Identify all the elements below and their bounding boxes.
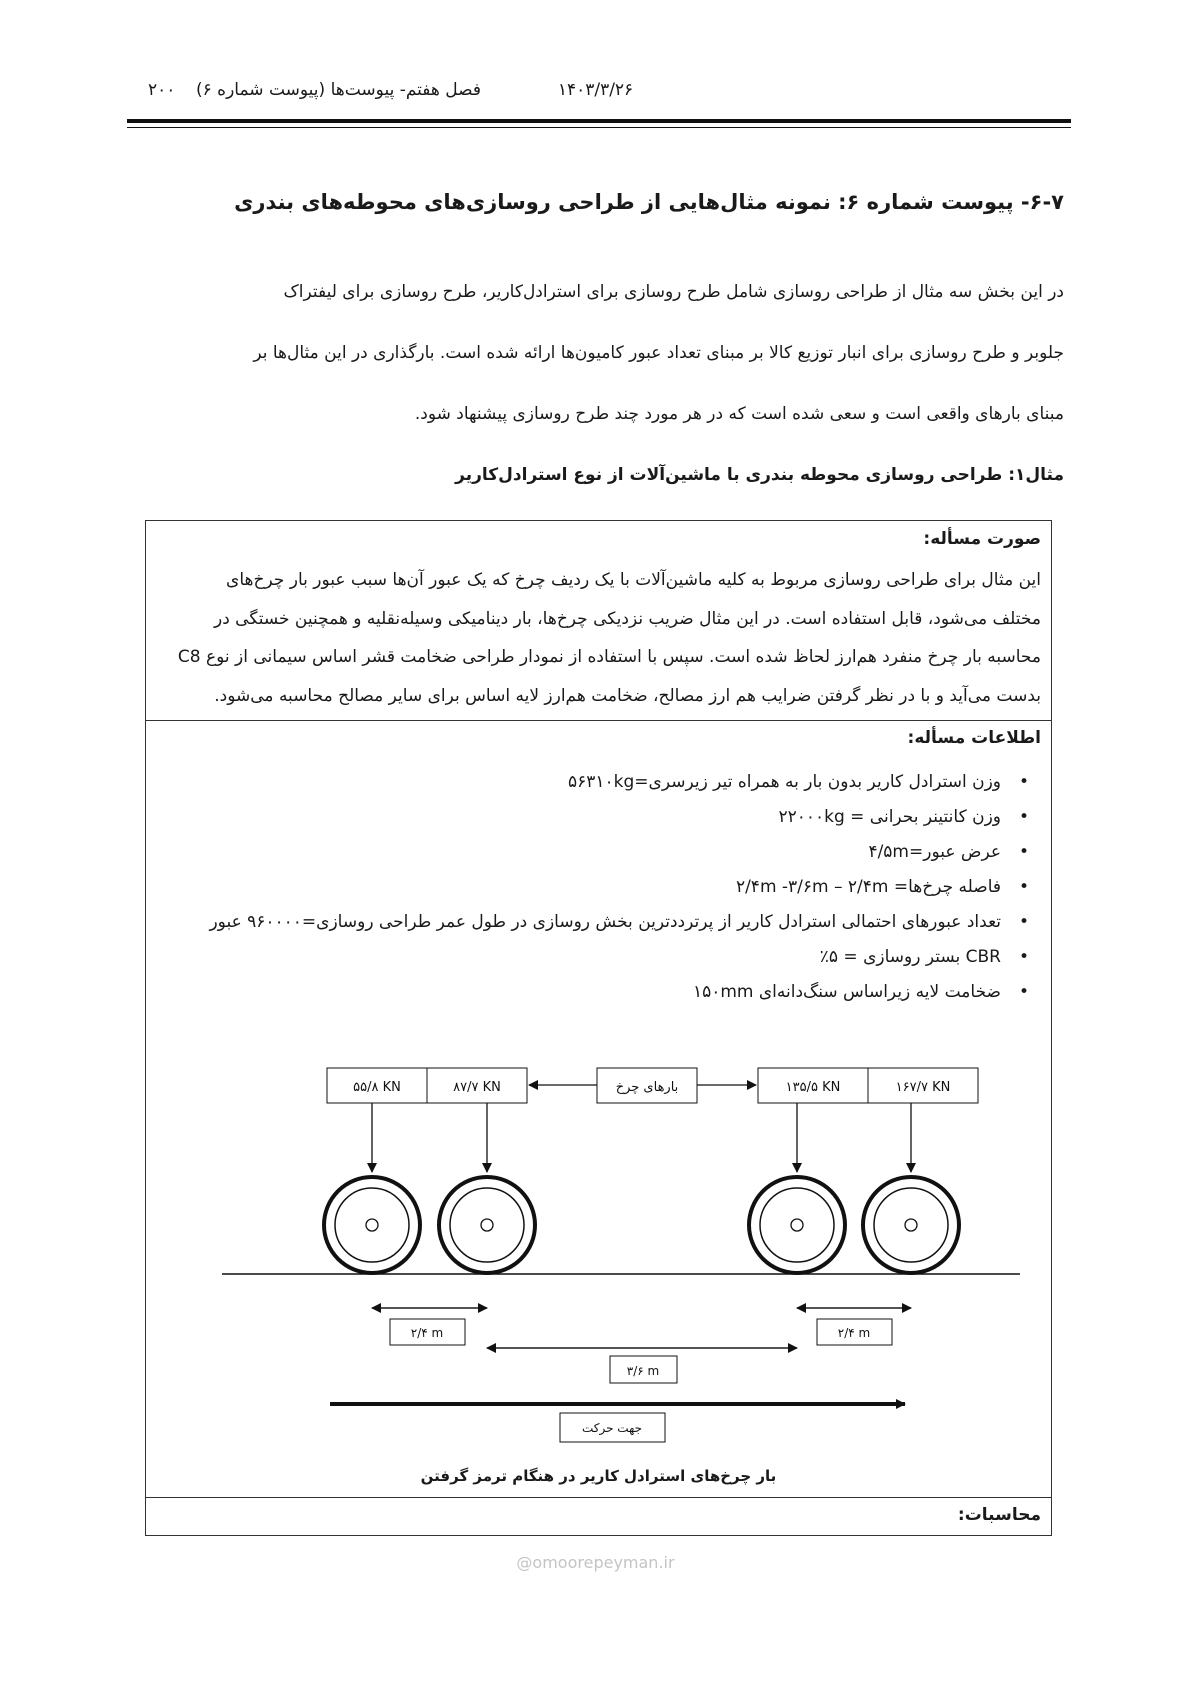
info-item: • وزن کانتینر بحرانی = ۲۲۰۰۰kg: [156, 800, 1041, 835]
page-number: ۲۰۰: [148, 80, 176, 100]
section-title: ۶-۷- پیوست شماره ۶: نمونه مثال‌هایی از طراحی روسازی‌های محوطه‌های بندری: [234, 190, 1064, 214]
info-item: • تعداد عبورهای احتمالی استرادل کاریر از پرترددترین بخش روسازی در طول عمر طراحی روسازی=۹۶۰۰۰۰ عبور: [156, 905, 1041, 940]
spacing-label: ۲/۴ m: [410, 1326, 444, 1340]
problem-line: محاسبه بار چرخ منفرد هم‌ارز لحاظ شده است. سپس با استفاده از نمودار طراحی ضخامت قشر اساس سیمانی از نوع C8: [177, 647, 1041, 667]
problem-line: بدست می‌آید و با در نظر گرفتن ضرایب هم ارز مصالح، ضخامت هم‌ارز لایه اساس برای سایر مصالح محاسبه می‌شود.: [214, 685, 1041, 706]
problem-statement: [156, 561, 1041, 715]
intro-line: مبنای بارهای واقعی است و سعی شده است که در هر مورد چند طرح روسازی پیشنهاد شود.: [414, 404, 1064, 424]
info-item: • ضخامت لایه زیراساس سنگ‌دانه‌ای ۱۵۰mm: [156, 975, 1041, 1010]
box-divider: [146, 1497, 1051, 1498]
problem-line: این مثال برای طراحی روسازی مربوط به کلیه ماشین‌آلات با یک ردیف چرخ که یک عبور آن‌ها سبب عبور بار چرخ‌های: [226, 570, 1041, 590]
info-item: • CBR بستر روسازی = ۵٪: [156, 940, 1041, 975]
problem-line: مختلف می‌شود، قابل استفاده است. در این مثال ضریب نزدیکی چرخ‌ها، بار دینامیکی وسیله‌نقلیه و همچنین خستگی در: [213, 608, 1041, 629]
box-divider: [146, 720, 1051, 721]
watermark: @omoorepeyman.ir: [516, 1553, 675, 1572]
example-box: [145, 520, 1052, 1536]
direction-label: جهت حرکت: [581, 1421, 643, 1435]
spacing-label: ۲/۴ m: [837, 1326, 871, 1340]
spacing-label: ۳/۶ m: [626, 1364, 660, 1378]
intro-paragraph: [145, 262, 1064, 445]
info-list: [156, 765, 1041, 1010]
info-item: • عرض عبور=۴/۵m: [156, 835, 1041, 870]
example-title: مثال۱: طراحی روسازی محوطه بندری با ماشین‌آلات از نوع استرادل‌کاریر: [455, 465, 1064, 485]
load-label: ۸۷/۷ KN: [453, 1080, 501, 1095]
load-label: ۱۳۵/۵ KN: [785, 1080, 841, 1095]
chapter-title: فصل هفتم- پیوست‌ها (پیوست شماره ۶): [196, 80, 481, 100]
info-label: اطلاعات مسأله:: [907, 728, 1041, 748]
header-rule-thick: [127, 119, 1071, 123]
intro-line: در این بخش سه مثال از طراحی روسازی شامل طرح روسازی برای استرادل‌کاریر، طرح روسازی برای لیفتراک: [283, 282, 1064, 302]
info-item: • فاصله چرخ‌ها= ۲/۴m -۳/۶m – ۲/۴m: [156, 870, 1041, 905]
header-rule-thin: [127, 127, 1071, 128]
load-label: ۱۶۷/۷ KN: [895, 1080, 951, 1095]
calculations-label: محاسبات:: [957, 1505, 1041, 1525]
problem-label: صورت مسأله:: [923, 529, 1041, 549]
wheel-loads-label: بارهای چرخ: [615, 1080, 679, 1095]
load-label: ۵۵/۸ KN: [353, 1080, 401, 1095]
figure-caption: بار چرخ‌های استرادل کاریر در هنگام ترمز گرفتن: [420, 1467, 777, 1485]
header-date: ۱۴۰۳/۳/۲۶: [557, 80, 634, 100]
info-item: • وزن استرادل کاریر بدون بار به همراه تیر زیرسری=۵۶۳۱۰kg: [156, 765, 1041, 800]
intro-line: جلوبر و طرح روسازی برای انبار توزیع کالا بر مبنای تعداد عبور کامیون‌ها ارائه شده است. بارگذاری در این مثال‌ها بر: [253, 343, 1064, 363]
